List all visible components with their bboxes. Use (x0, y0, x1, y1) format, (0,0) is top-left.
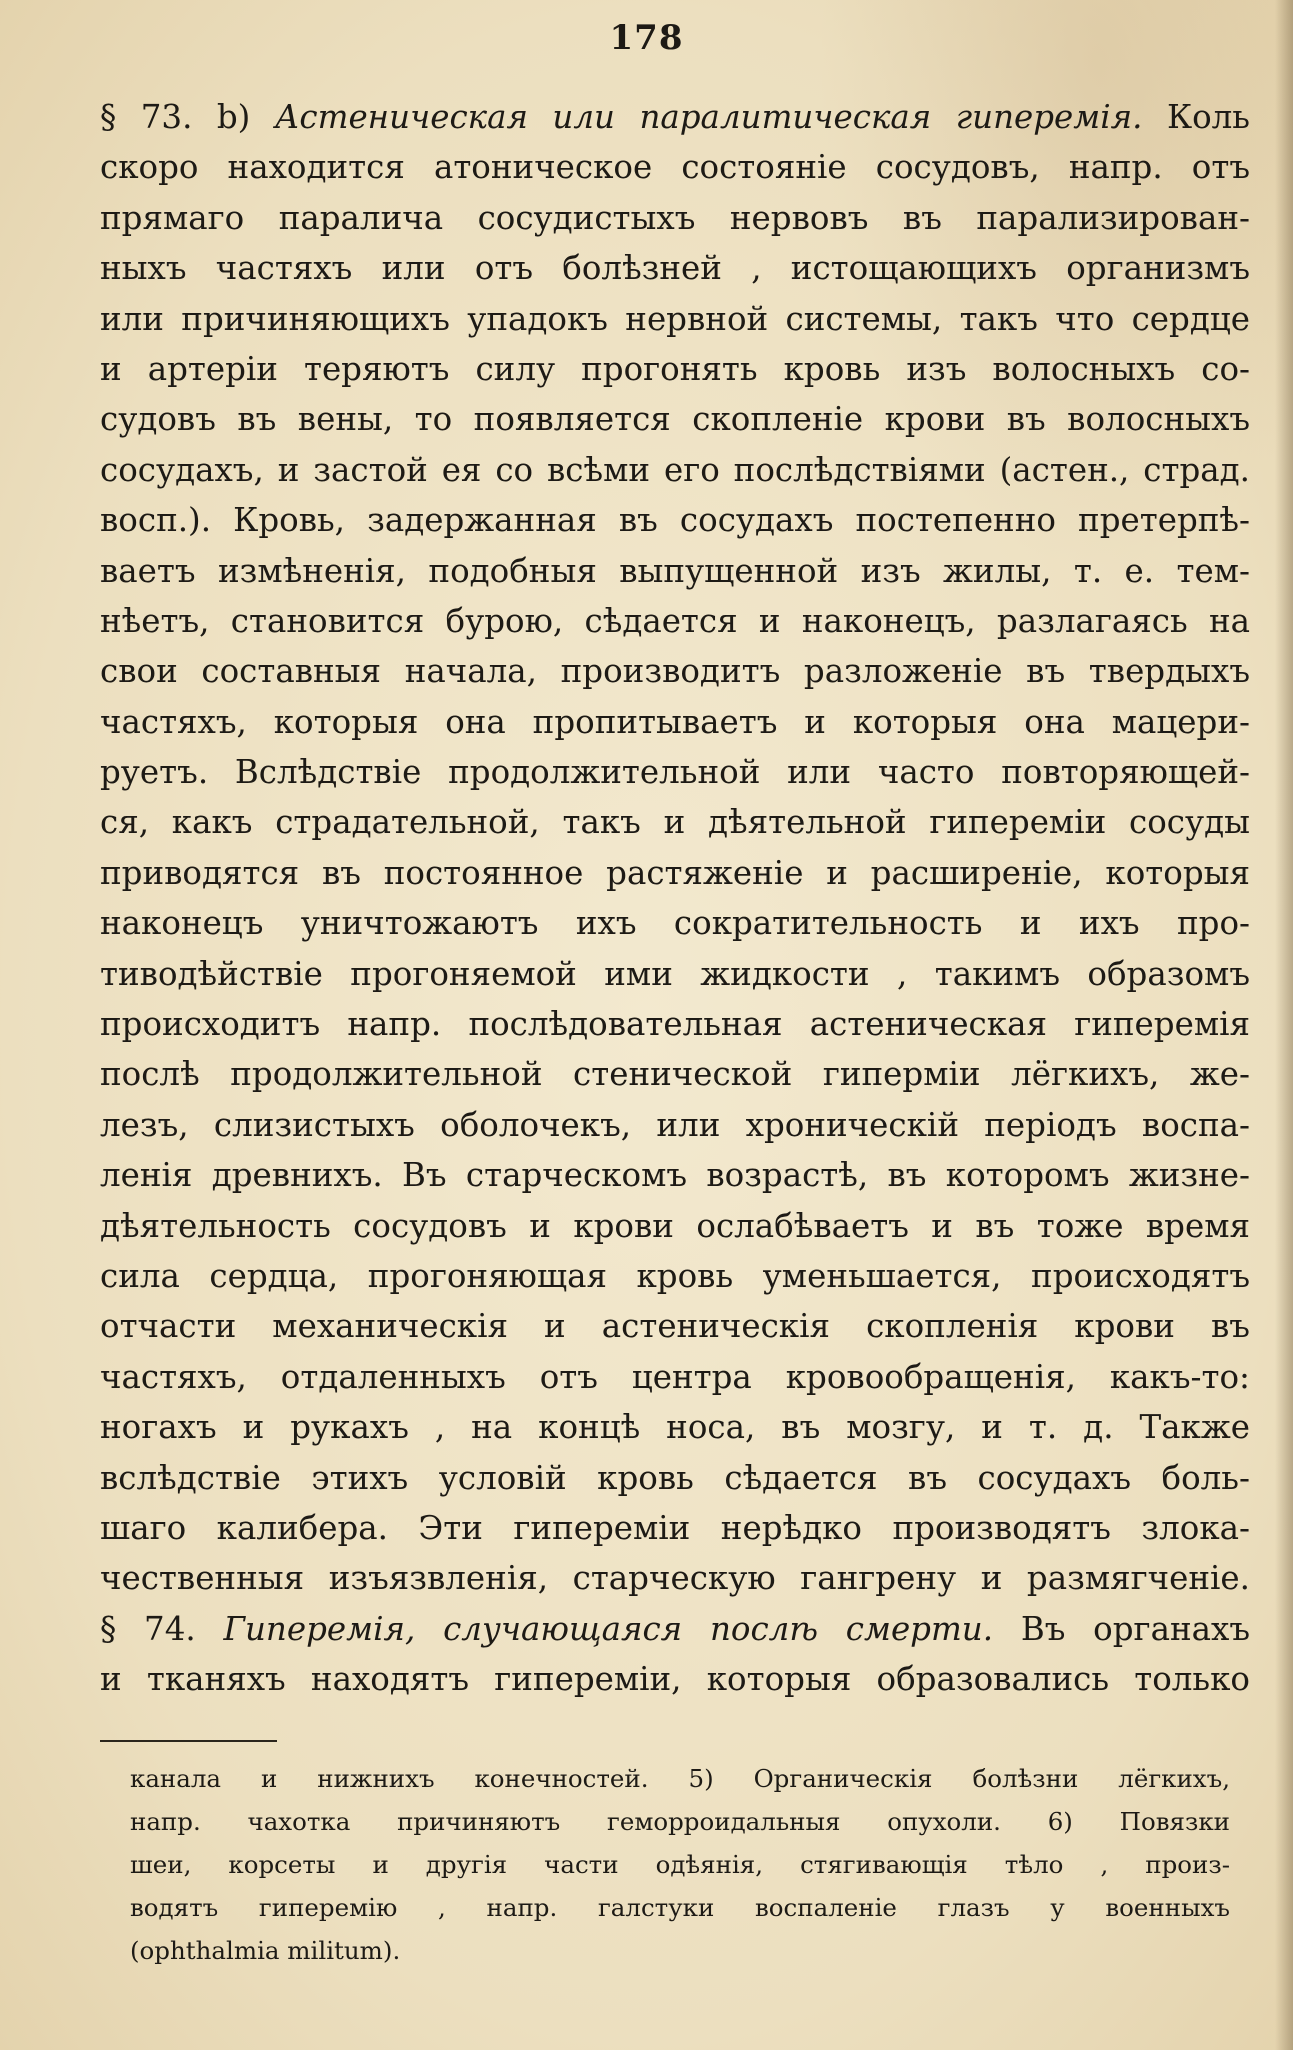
text-line (100, 1604, 1250, 1654)
page-number: 178 (609, 18, 684, 58)
text-fragment: Коль (1142, 98, 1251, 136)
text-line: чественныя изъязвленія, старческую гангрену и размягченіе. (100, 1559, 1250, 1598)
text-line: тиводѣйствіе прогоняемой ими жидкости , такимъ образомъ (100, 954, 1250, 993)
text-line: происходитъ напр. послѣдовательная астеническая гиперемія (100, 1005, 1250, 1044)
footnote-line: шеи, корсеты и другія части одѣянія, стягивающія тѣло , произ- (130, 1850, 1230, 1879)
footnote-line: напр. чахотка причиняютъ геморроидальныя опухоли. 6) Повязки (130, 1807, 1230, 1836)
text-line: дѣятельность сосудовъ и крови ослабѣваетъ и въ тоже время (100, 1206, 1250, 1245)
text-line: нѣетъ, становится бурою, сѣдается и наконецъ, разлагаясь на (100, 601, 1250, 640)
main-text (100, 92, 1250, 1705)
section-title: Гиперемія, случающаяся послѣ смерти. (223, 1609, 994, 1648)
footnote (130, 1757, 1230, 1972)
text-line: восп.). Кровь, задержанная въ сосудахъ постепенно претерпѣ- (100, 501, 1250, 540)
text-line: лезъ, слизистыхъ оболочекъ, или хроническій періодъ воспа- (100, 1105, 1250, 1144)
section-title: Астеническая или паралитическая гиперемія. (274, 98, 1143, 136)
text-line: свои составныя начала, производитъ разложеніе въ твердыхъ (100, 652, 1250, 691)
text-line: или причиняющихъ упадокъ нервной системы, такъ что сердце (100, 299, 1250, 338)
text-line: вслѣдствіе этихъ условій кровь сѣдается въ сосудахъ боль- (100, 1458, 1250, 1497)
text-line (100, 92, 1250, 142)
footnote-line: водятъ гиперемію , напр. галстуки воспаленіе глазъ у военныхъ (130, 1893, 1230, 1922)
text-line: ногахъ и рукахъ , на концѣ носа, въ мозгу, и т. д. Также (100, 1408, 1250, 1447)
text-line: частяхъ, которыя она пропитываетъ и которыя она мацери- (100, 702, 1250, 741)
text-line: послѣ продолжительной стенической гиперміи лёгкихъ, же- (100, 1055, 1250, 1094)
text-line: ленія древнихъ. Въ старческомъ возрастѣ, въ которомъ жизне- (100, 1156, 1250, 1195)
text-line: ваетъ измѣненія, подобныя выпущенной изъ жилы, т. е. тем- (100, 551, 1250, 590)
paragraph-marker: § 74. (100, 1609, 224, 1648)
text-line: скоро находится атоническое состояніе сосудовъ, напр. отъ (100, 148, 1250, 187)
text-line: ся, какъ страдательной, такъ и дѣятельной гипереміи сосуды (100, 803, 1250, 842)
text-line: отчасти механическія и астеническія скопленія крови въ (100, 1307, 1250, 1346)
text-line: прямаго паралича сосудистыхъ нервовъ въ парализирован- (100, 198, 1250, 237)
footnote-line: (ophthalmia militum). (130, 1936, 401, 1965)
text-line: приводятся въ постоянное растяженіе и расширеніе, которыя (100, 853, 1250, 892)
footnote-rule (100, 1740, 277, 1742)
text-line: и тканяхъ находятъ гипереміи, которыя образовались только (100, 1660, 1250, 1699)
text-line: сила сердца, прогоняющая кровь уменьшается, происходятъ (100, 1256, 1250, 1295)
text-line: судовъ въ вены, то появляется скопленіе крови въ волосныхъ (100, 400, 1250, 439)
footnote-line: канала и нижнихъ конечностей. 5) Органическія болѣзни лёгкихъ, (130, 1764, 1230, 1793)
text-line: шаго калибера. Эти гипереміи нерѣдко производятъ злока- (100, 1508, 1250, 1547)
text-line: частяхъ, отдаленныхъ отъ центра кровообращенія, какъ-то: (100, 1357, 1250, 1396)
text-line: наконецъ уничтожаютъ ихъ сократительность и ихъ про- (100, 904, 1250, 943)
paragraph-marker: § 73. b) (100, 98, 275, 136)
text-line: руетъ. Вслѣдствіе продолжительной или часто повторяющей- (100, 753, 1250, 792)
text-line: и артеріи теряютъ силу прогонять кровь изъ волосныхъ со- (100, 349, 1250, 388)
text-line: ныхъ частяхъ или отъ болѣзней , истощающихъ организмъ (100, 249, 1250, 288)
text-line: сосудахъ, и застой ея со всѣми его послѣдствіями (астен., страд. (100, 450, 1250, 489)
page-gutter-shadow (1275, 0, 1293, 2050)
text-fragment: Въ органахъ (993, 1609, 1250, 1648)
